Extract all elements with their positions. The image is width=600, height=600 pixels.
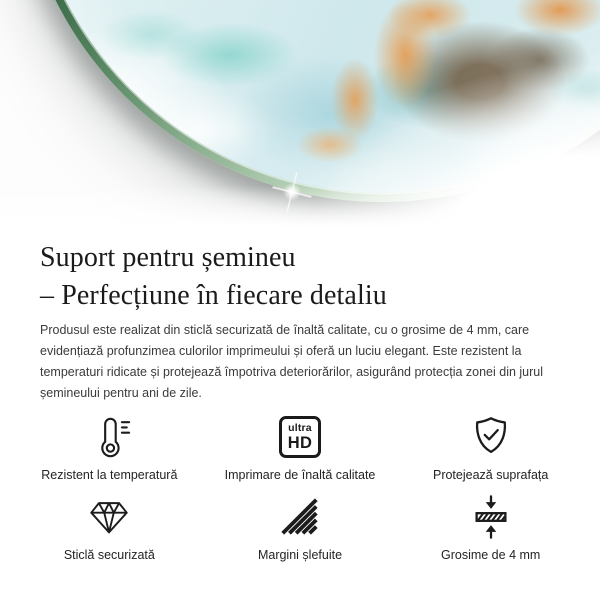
feature-icon-box: [468, 493, 514, 541]
feature-icon-box: [468, 413, 514, 461]
feature-tempered-glass: [14, 493, 205, 563]
features-grid: [14, 413, 586, 563]
page-title: [40, 239, 560, 315]
feature-icon-box: [277, 493, 323, 541]
ultra-hd-text-bottom: HD: [287, 433, 313, 452]
page-title-line2: – Perfecțiune în fiecare detaliu: [40, 280, 387, 311]
feature-temperature-resistant: [14, 413, 205, 483]
feature-label: Margini șlefuite: [257, 548, 343, 562]
product-hero-image: [0, 0, 600, 232]
polished-edges-icon: [277, 494, 323, 540]
shield-check-icon: [468, 414, 514, 460]
product-description: Produsul este realizat din sticlă securizată de înaltă calitate, cu o grosime de 4 mm, care evidențiază profunzimea culorilor imprimeului și oferă un luciu elegant. Este rezistent la temperaturi ridicate și protejează împotriva deteriorărilor, asigurând protecția zonei din jurul șemineului pentru ani de zile.: [40, 323, 544, 400]
feature-label: Grosime de 4 mm: [440, 548, 541, 562]
feature-icon-box: [86, 493, 132, 541]
feature-thickness: [395, 493, 586, 563]
feature-polished-edges: [205, 493, 396, 563]
ultra-hd-icon: [279, 416, 321, 458]
ultra-hd-text-top: ultra: [288, 422, 312, 434]
diamond-icon: [86, 494, 132, 540]
feature-label: Rezistent la temperatură: [41, 468, 178, 482]
feature-icon-box: [279, 413, 321, 461]
thermometer-icon: [86, 414, 132, 460]
feature-label: Imprimare de înaltă calitate: [224, 468, 376, 482]
thickness-icon: [468, 494, 514, 540]
feature-surface-protection: [395, 413, 586, 483]
product-info-section: [0, 239, 600, 563]
feature-label: Protejează suprafața: [432, 468, 549, 482]
feature-label: Sticlă securizată: [63, 548, 155, 562]
feature-print-quality: [205, 413, 396, 483]
page-title-line1: Suport pentru șemineu: [40, 242, 296, 273]
feature-icon-box: [86, 413, 132, 461]
